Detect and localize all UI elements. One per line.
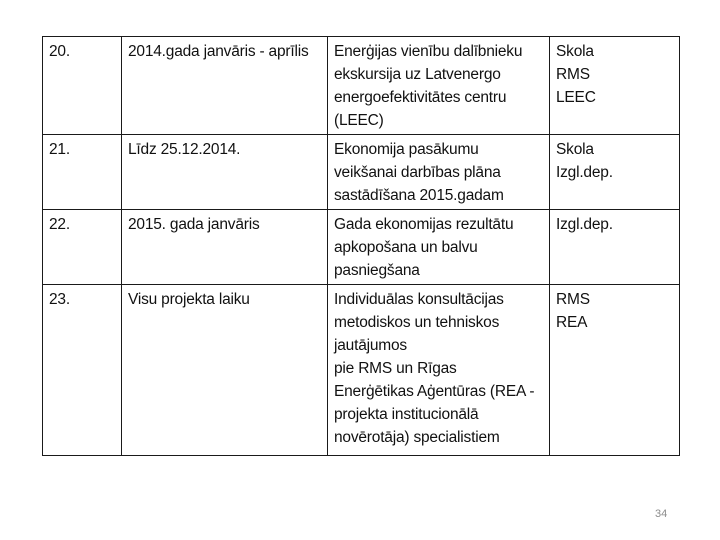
row-number: 23.: [43, 285, 122, 456]
row-responsible: Skola Izgl.dep.: [550, 135, 680, 210]
row-responsible: Skola RMS LEEC: [550, 37, 680, 135]
row-date: Līdz 25.12.2014.: [122, 135, 328, 210]
table-row: [43, 37, 680, 135]
row-activity: Individuālas konsultācijas metodiskos un tehniskos jautājumos pie RMS un Rīgas Enerģētikas Aģentūras (REA - projekta institucionālā novērotāja) specialistiem: [328, 285, 550, 456]
row-responsible: RMS REA: [550, 285, 680, 456]
row-number: 21.: [43, 135, 122, 210]
row-responsible: Izgl.dep.: [550, 210, 680, 285]
row-date: 2014.gada janvāris - aprīlis: [122, 37, 328, 135]
row-number: 22.: [43, 210, 122, 285]
row-date: 2015. gada janvāris: [122, 210, 328, 285]
page-number: 34: [655, 508, 668, 520]
row-activity: Ekonomija pasākumu veikšanai darbības plāna sastādīšana 2015.gadam: [328, 135, 550, 210]
table-row: [43, 210, 680, 285]
row-date: Visu projekta laiku: [122, 285, 328, 456]
row-number: 20.: [43, 37, 122, 135]
row-activity: Gada ekonomijas rezultātu apkopošana un balvu pasniegšana: [328, 210, 550, 285]
row-activity: Enerģijas vienību dalībnieku ekskursija uz Latvenergo energoefektivitātes centru (LEEC): [328, 37, 550, 135]
table-row: [43, 135, 680, 210]
activity-table: [42, 36, 680, 456]
table-row: [43, 285, 680, 456]
